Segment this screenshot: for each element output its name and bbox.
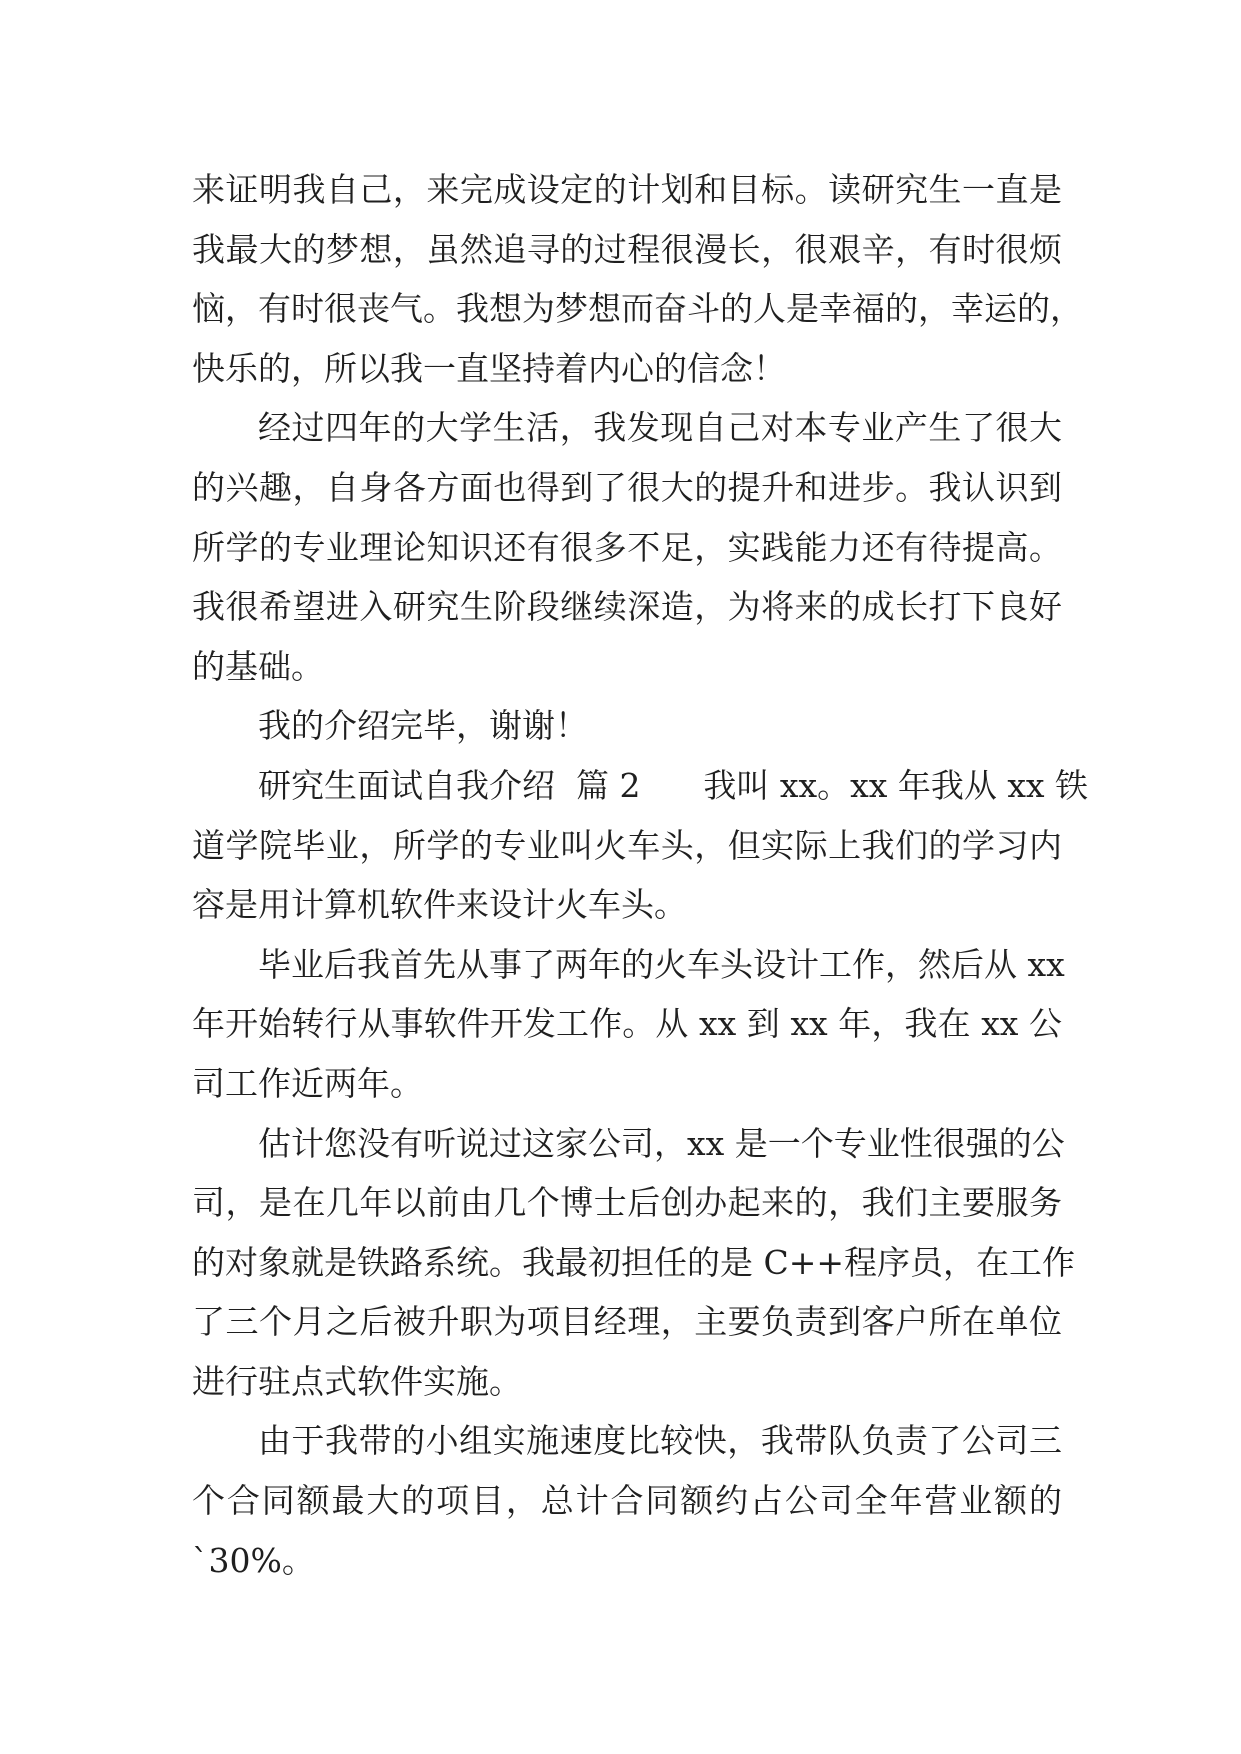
text-line: 的兴趣，自身各方面也得到了很大的提升和进步。我认识到 xyxy=(192,467,1062,507)
text-line: 我最大的梦想，虽然追寻的过程很漫长，很艰辛，有时很烦 xyxy=(192,229,1062,269)
text-line: 来证明我自己，来完成设定的计划和目标。读研究生一直是 xyxy=(192,170,1062,209)
text-line: 快乐的，所以我一直坚持着内心的信念！ xyxy=(192,348,786,388)
text-line: 估计您没有听说过这家公司，xx 是一个专业性很强的公 xyxy=(258,1123,1065,1163)
text-line: 个合同额最大的项目，总计合同额约占公司全年营业额的 xyxy=(192,1481,1062,1521)
text-line: 了三个月之后被升职为项目经理，主要负责到客户所在单位 xyxy=(192,1302,1062,1342)
text-line: 由于我带的小组实施速度比较快，我带队负责了公司三 xyxy=(258,1421,1062,1461)
text-line: 容是用计算机软件来设计火车头。 xyxy=(192,885,687,925)
text-line: 进行驻点式软件实施。 xyxy=(192,1361,522,1401)
text-line: 的基础。 xyxy=(192,646,324,686)
text-line: 司，是在几年以前由几个博士后创办起来的，我们主要服务 xyxy=(192,1183,1062,1223)
text-line: 经过四年的大学生活，我发现自己对本专业产生了很大 xyxy=(258,408,1062,448)
text-line: 恼，有时很丧气。我想为梦想而奋斗的人是幸福的，幸运的， xyxy=(192,289,1083,329)
text-line: 的对象就是铁路系统。我最初担任的是 C++程序员，在工作 xyxy=(192,1242,1076,1282)
section-heading-line: 研究生面试自我介绍 篇 2 我叫 xx。xx 年我从 xx 铁 xyxy=(258,765,1089,805)
text-line: 年开始转行从事软件开发工作。从 xx 到 xx 年，我在 xx 公 xyxy=(192,1004,1062,1044)
text-line: 道学院毕业，所学的专业叫火车头，但实际上我们的学习内 xyxy=(192,825,1062,865)
text-line: 司工作近两年。 xyxy=(192,1063,423,1103)
text-line: `30%。 xyxy=(192,1540,315,1580)
document-body xyxy=(192,160,1089,1590)
text-line: 所学的专业理论知识还有很多不足，实践能力还有待提高。 xyxy=(192,527,1062,567)
text-line: 毕业后我首先从事了两年的火车头设计工作，然后从 xx xyxy=(258,944,1065,984)
text-line: 我的介绍完毕，谢谢！ xyxy=(258,706,588,746)
text-line: 我很希望进入研究生阶段继续深造，为将来的成长打下良好 xyxy=(192,587,1062,627)
